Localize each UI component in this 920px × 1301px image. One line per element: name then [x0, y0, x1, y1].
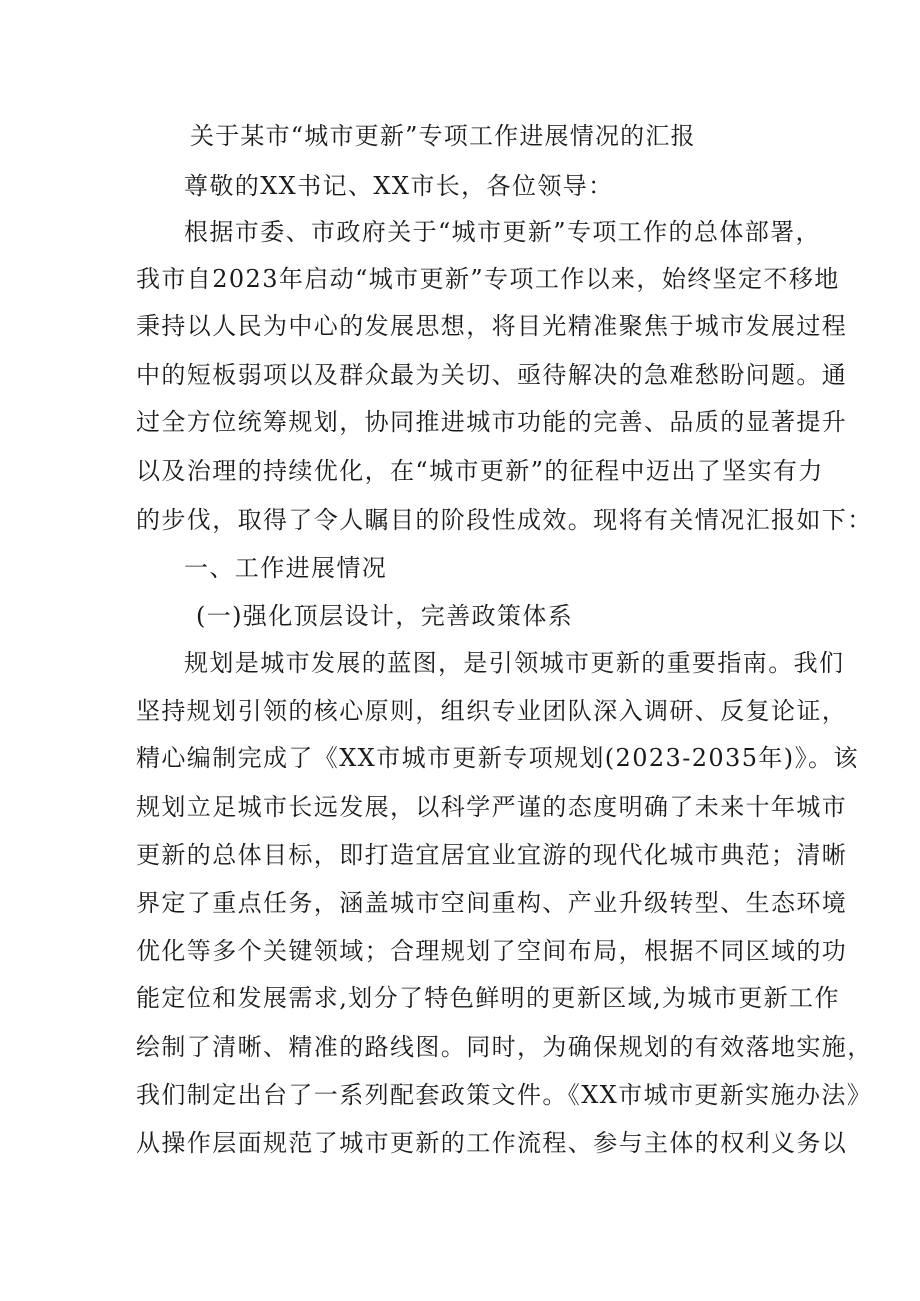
- paragraph-line: 规划是城市发展的蓝图，是引领城市更新的重要指南。我们: [184, 649, 845, 677]
- document-title: 关于某市“城市更新”专项工作进展情况的汇报: [190, 122, 696, 150]
- paragraph-line: 优化等多个关键领域；合理规划了空间布局，根据不同区域的功: [136, 937, 848, 965]
- section-heading: 一、工作进展情况: [184, 554, 388, 582]
- paragraph-line: 坚持规划引领的核心原则，组织专业团队深入调研、反复论证，: [136, 697, 848, 725]
- paragraph-line: 的步伐，取得了令人瞩目的阶段性成效。现将有关情况汇报如下：: [136, 506, 873, 534]
- salutation: 尊敬的XX书记、XX市长，各位领导：: [184, 172, 614, 200]
- subsection-heading: (一)强化顶层设计，完善政策体系: [196, 602, 574, 630]
- paragraph-line: 界定了重点任务，涵盖城市空间重构、产业升级转型、生态环境: [136, 889, 848, 917]
- paragraph-line: 更新的总体目标，即打造宜居宜业宜游的现代化城市典范；清晰: [136, 841, 848, 869]
- paragraph-line: 规划立足城市长远发展，以科学严谨的态度明确了未来十年城市: [136, 793, 848, 821]
- paragraph-line: 秉持以人民为中心的发展思想，将目光精准聚焦于城市发展过程: [136, 312, 848, 340]
- paragraph-line: 从操作层面规范了城市更新的工作流程、参与主体的权利义务以: [136, 1129, 848, 1157]
- paragraph-line: 我们制定出台了一系列配套政策文件。《XX市城市更新实施办法》: [136, 1081, 873, 1109]
- paragraph-line: 根据市委、市政府关于“城市更新”专项工作的总体部署，: [184, 218, 821, 246]
- paragraph-line: 中的短板弱项以及群众最为关切、亟待解决的急难愁盼问题。通: [136, 361, 848, 389]
- paragraph-line: 以及治理的持续优化，在“城市更新”的征程中迈出了坚实有力: [136, 457, 824, 485]
- paragraph-line: 精心编制完成了《XX市城市更新专项规划(2023-2035年)》。该: [136, 744, 859, 772]
- paragraph-line: 能定位和发展需求,划分了特色鲜明的更新区域,为城市更新工作: [136, 984, 840, 1012]
- paragraph-line: 过全方位统筹规划，协同推进城市功能的完善、品质的显著提升: [136, 408, 848, 436]
- paragraph-line: 我市自2023年启动“城市更新”专项工作以来，始终坚定不移地: [136, 265, 840, 293]
- paragraph-line: 绘制了清晰、精准的路线图。同时，为确保规划的有效落地实施，: [136, 1033, 873, 1061]
